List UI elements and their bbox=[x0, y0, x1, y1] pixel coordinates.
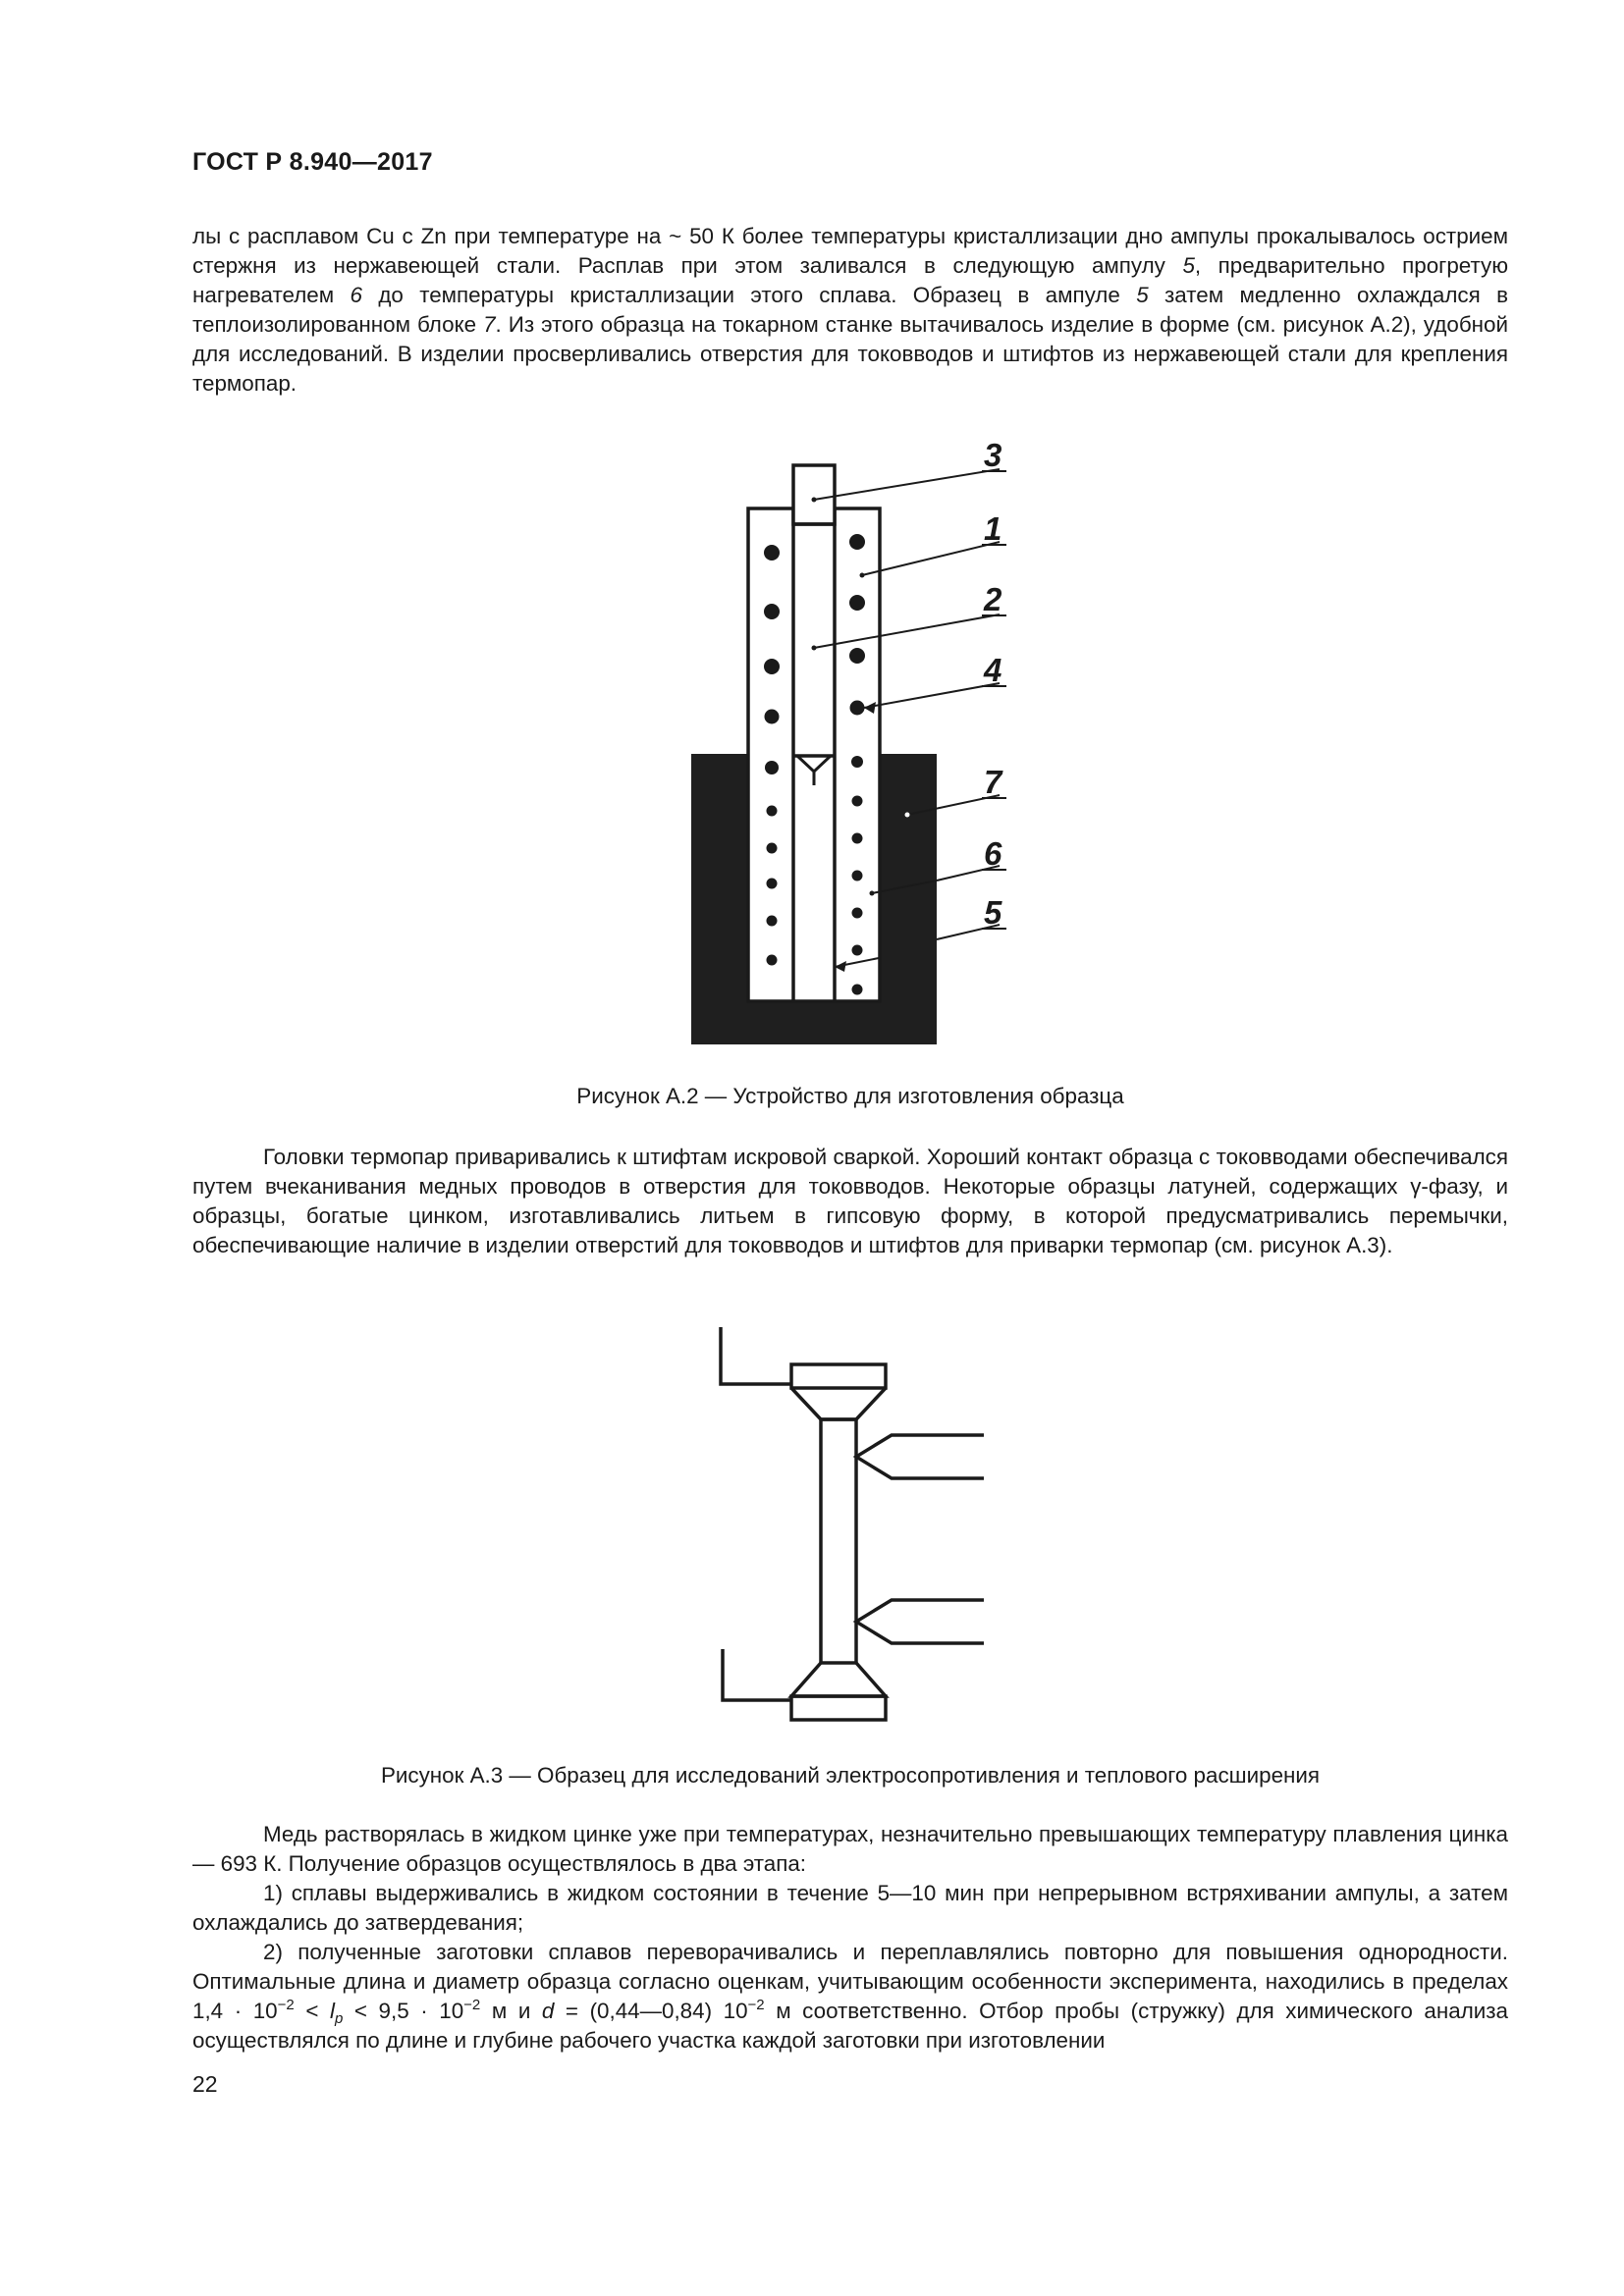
exponent: −2 bbox=[463, 1997, 481, 2013]
paragraph-3-block bbox=[192, 1820, 1508, 2056]
page-number: 22 bbox=[192, 2071, 218, 2097]
list-item-1: 1) сплавы выдерживались в жидком состоянии в течение 5—10 мин при непрерывном встряхивании ампулы, а затем охлаждались до затвердевания; bbox=[192, 1881, 1508, 1935]
text-run: до температуры кристаллизации этого сплава. Образец в ампуле bbox=[361, 283, 1137, 307]
exponent: −2 bbox=[747, 1997, 765, 2013]
variable-d: d bbox=[541, 1999, 555, 2023]
callout-1: 1 bbox=[984, 510, 1002, 547]
callout-6: 6 bbox=[984, 835, 1002, 872]
callout-4: 4 bbox=[984, 652, 1002, 688]
ref-number: 5 bbox=[1136, 283, 1149, 307]
text-run: затем медленно охлаждался в теплоизолированном блоке bbox=[192, 283, 1509, 337]
ref-number: 6 bbox=[350, 283, 362, 307]
text-run: . Из этого образца на токарном станке вытачивалось изделие в форме (см. рисунок А.2), удобной для исследований. В изделии просверливались отверстия для токовводов и штифтов из нержавеющей стали для крепления термопар. bbox=[192, 312, 1508, 396]
variable-l: l bbox=[329, 1999, 335, 2023]
callout-2: 2 bbox=[984, 581, 1002, 617]
paragraph-2-text: Головки термопар приваривались к штифтам искровой сваркой. Хороший контакт образца с токовводами обеспечивался путем вчеканивания медных проводов в отверстия для токовводов. Некоторые образцы латуней, содержащих γ-фазу, и образцы, богатые цинком, изготавливались литьем в гипсовую форму, в которой предусматривались перемычки, обеспечивающие наличие в изделии отверстий для токовводов и штифтов для приварки термопар (см. рисунок А.3). bbox=[192, 1145, 1508, 1257]
figure-a2-caption: Рисунок А.2 — Устройство для изготовления образца bbox=[576, 1084, 1124, 1108]
text-run: , предварительно прогретую нагревателем bbox=[192, 253, 1509, 307]
text-run: лы с расплавом Cu с Zn при температуре на ~ 50 К более температуры кристаллизации дно ампулы прокалывалось острием стержня из нержавеющей стали. Расплав при этом заливался в следующую ампулу bbox=[192, 224, 1508, 278]
document-header: ГОСТ Р 8.940—2017 bbox=[192, 148, 433, 176]
exponent: −2 bbox=[277, 1997, 295, 2013]
text-run: < 9,5 · 10 bbox=[343, 1999, 464, 2023]
subscript-p: p bbox=[334, 2010, 344, 2027]
list-item-2 bbox=[192, 1938, 1508, 2056]
ref-number: 5 bbox=[1182, 253, 1195, 278]
text-run: м соответственно. Отбор пробы (стружку) для химического анализа осуществлялся по длине и глубине рабочего участка каждой заготовки при изготовлении bbox=[192, 1999, 1508, 2053]
paragraph-3-text: Медь растворялась в жидком цинке уже при температурах, незначительно превышающих температуру плавления цинка — 693 К. Получение образцов осуществлялось в два этапа: bbox=[192, 1822, 1508, 1876]
text-run: = (0,44—0,84) 10 bbox=[554, 1999, 748, 2023]
text-run: < bbox=[294, 1999, 330, 2023]
text-run: 2) полученные заготовки сплавов переворачивались и переплавлялись повторно для повышения однородности. Оптимальные длина и диаметр образца согласно оценкам, учитывающим особенности эксперимента, находились в пределах 1,4 · 10 bbox=[192, 1940, 1508, 2023]
text-run: м и bbox=[480, 1999, 542, 2023]
figure-a3-caption: Рисунок А.3 — Образец для исследований электросопротивления и теплового расширения bbox=[380, 1763, 1321, 1788]
callout-5: 5 bbox=[984, 894, 1002, 931]
ref-number: 7 bbox=[483, 312, 496, 337]
callout-3: 3 bbox=[984, 437, 1002, 473]
callout-7: 7 bbox=[984, 764, 1002, 800]
